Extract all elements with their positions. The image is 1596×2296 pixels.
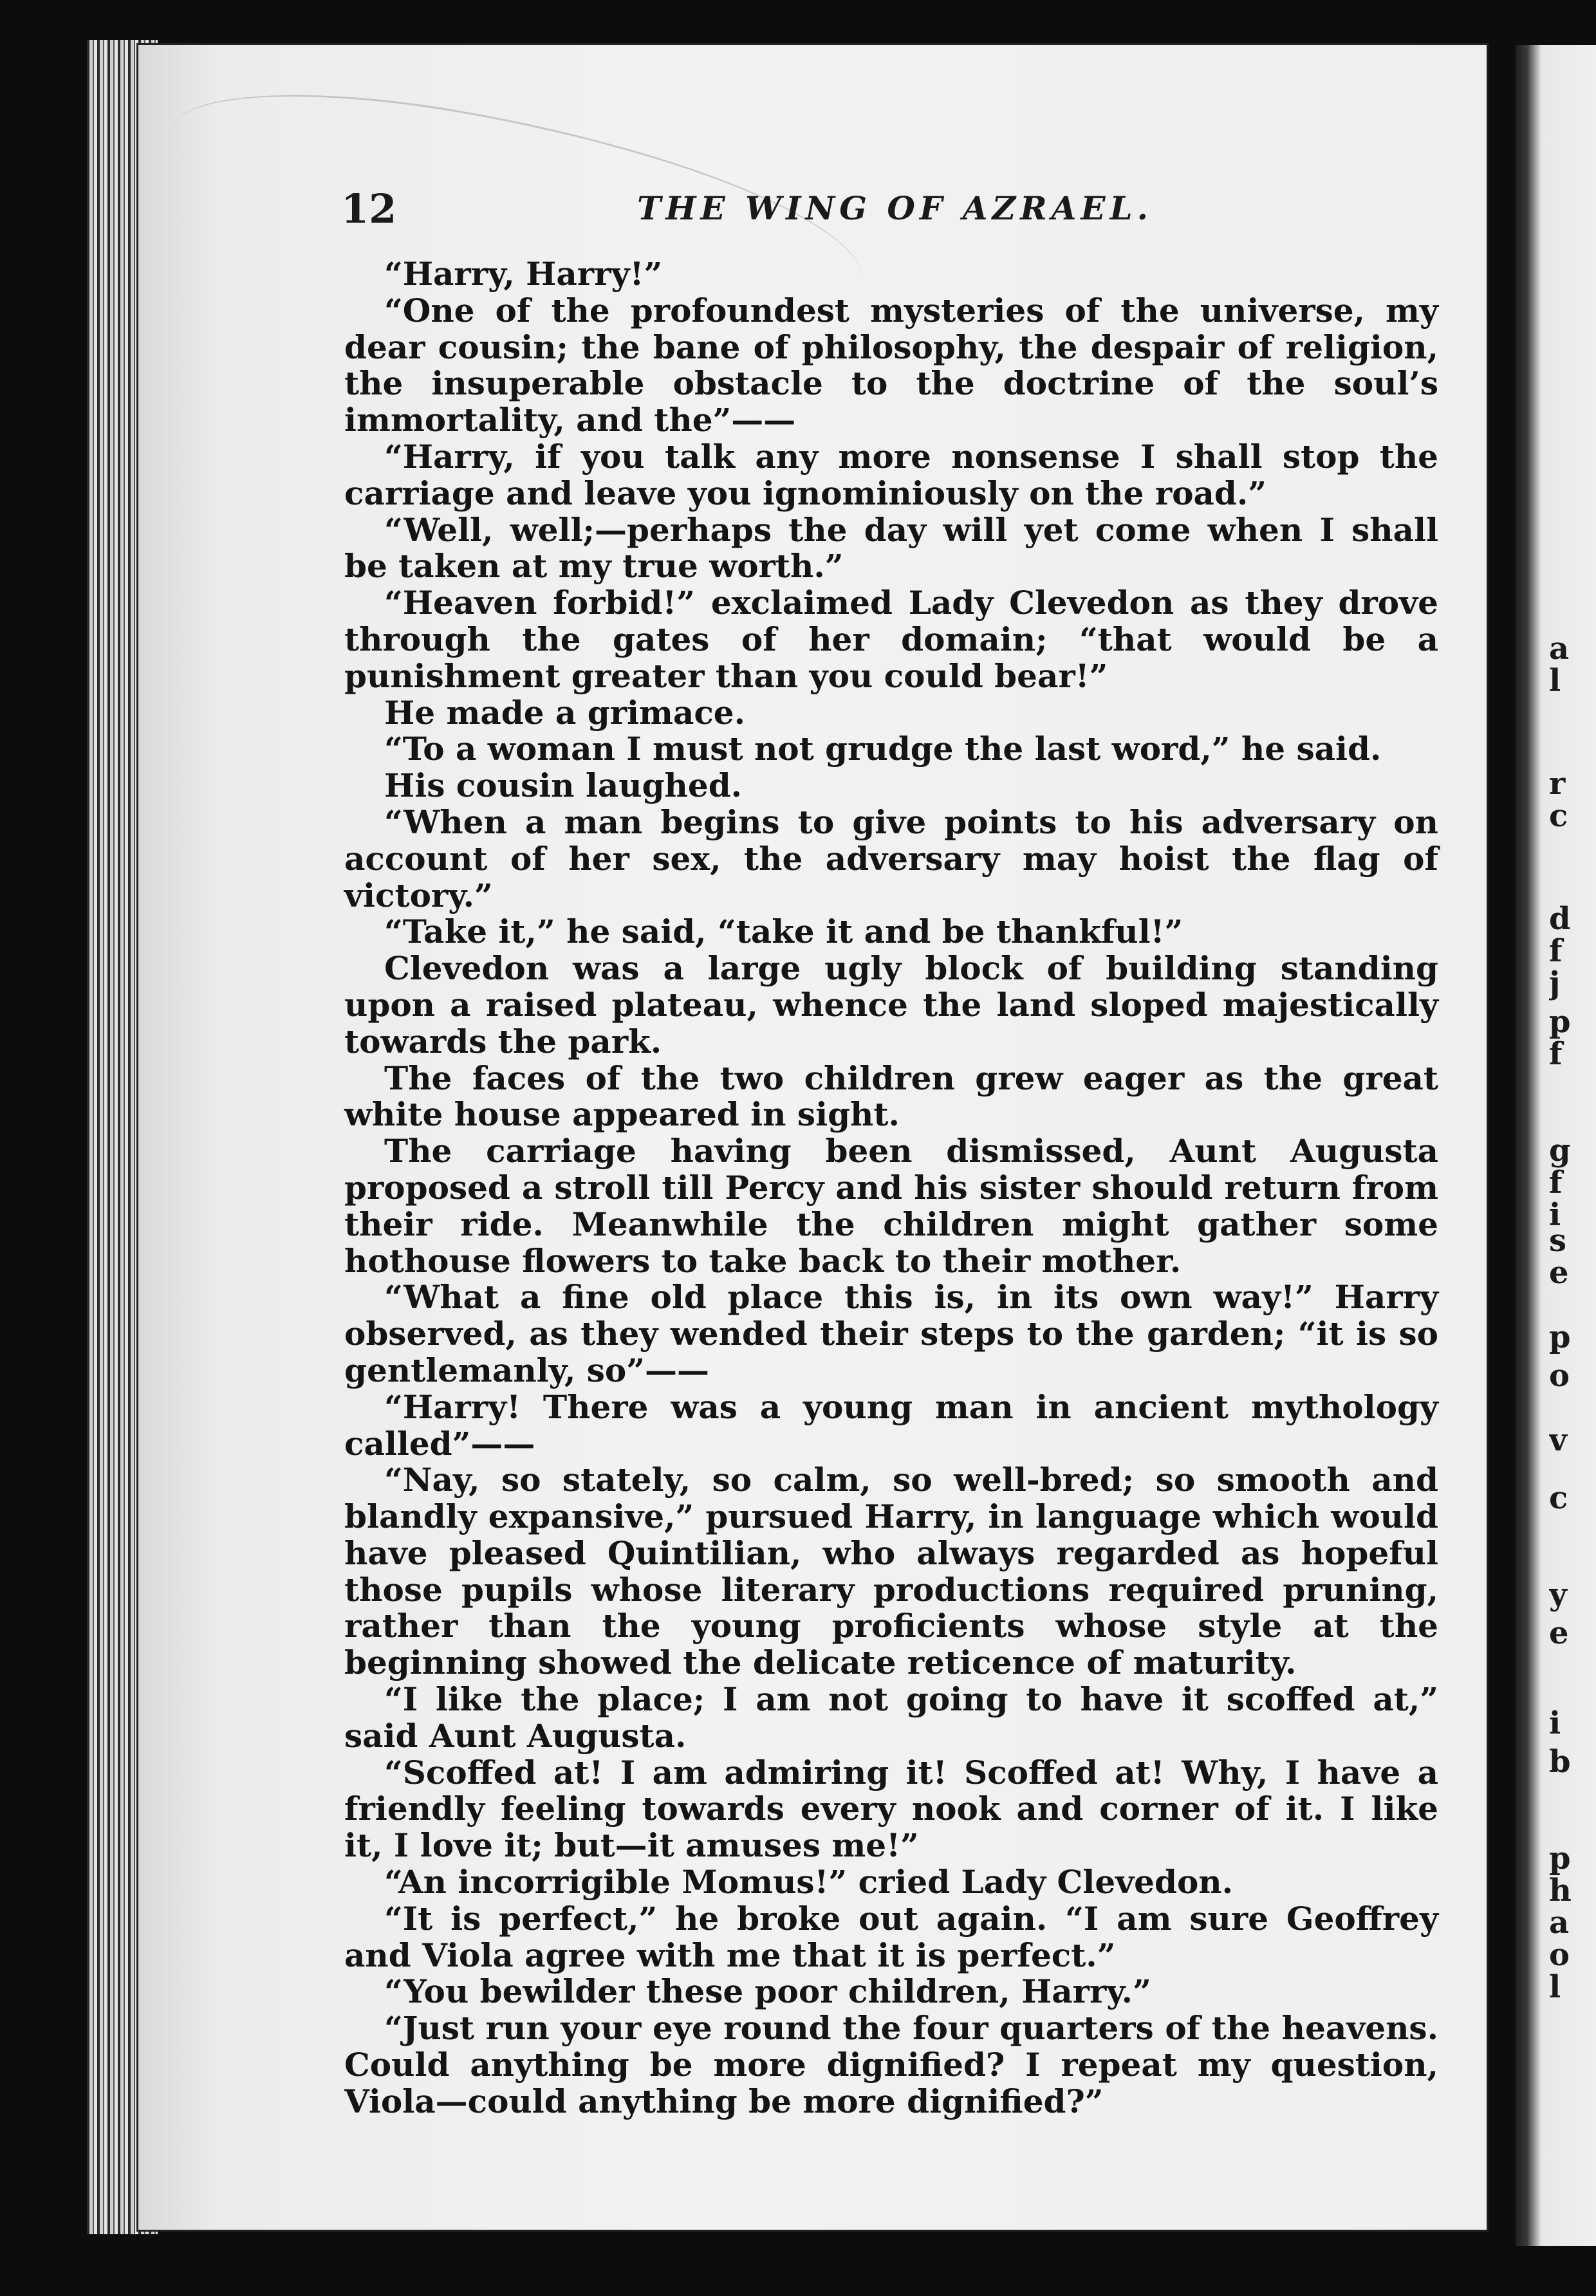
facing-page-fragment: c xyxy=(1549,798,1568,834)
facing-page-fragment: o xyxy=(1549,1358,1570,1394)
facing-page-strip xyxy=(1516,45,1596,2246)
paragraph: “One of the profoundest mysteries of the universe, my dear cousin; the bane of philosophy, the despair of religion, the insuperable obstacle to the doctrine of the soul’s immortality, and the”—— xyxy=(344,291,1438,440)
facing-page-fragment: p xyxy=(1549,1319,1571,1355)
facing-page-fragment: e xyxy=(1549,1255,1569,1291)
facing-page-fragment: e xyxy=(1549,1615,1569,1651)
facing-page-fragment: f xyxy=(1549,1165,1563,1201)
facing-page-fragment: i xyxy=(1549,1197,1561,1233)
body-text xyxy=(344,256,1438,2120)
facing-page-fragment: y xyxy=(1549,1577,1567,1613)
paragraph: “Nay, so stately, so calm, so well-bred; so smooth and blandly expansive,” pursued Harry, in language which would have pleased Quintilian, who always regarded as hopeful those pupils whose literary productions required pruning, rather than the young proficients whose style at the beginning showed the delicate reticence of maturity. xyxy=(344,1461,1438,1682)
facing-page-fragment: l xyxy=(1549,663,1561,699)
facing-page-fragment: p xyxy=(1549,1840,1571,1876)
facing-page-fragment: j xyxy=(1549,965,1561,1001)
facing-page-fragment: g xyxy=(1549,1133,1571,1169)
facing-page-fragment: c xyxy=(1549,1480,1568,1516)
paragraph: “Harry! There was a young man in ancient mythology called”—— xyxy=(344,1387,1438,1463)
facing-page-fragment: p xyxy=(1549,1004,1571,1040)
paragraph: “Harry, if you talk any more nonsense I shall stop the carriage and leave you ignominiously on the road.” xyxy=(344,437,1438,512)
facing-page-fragment: i xyxy=(1549,1705,1561,1741)
paragraph: “Well, well;—perhaps the day will yet come when I shall be taken at my true worth.” xyxy=(344,510,1438,586)
page-header xyxy=(341,185,1461,230)
paragraph: Clevedon was a large ugly block of building standing upon a raised plateau, whence the land sloped majestically towards the park. xyxy=(344,949,1438,1060)
facing-page-fragment: s xyxy=(1549,1223,1567,1259)
paragraph: He made a grimace. xyxy=(384,693,746,732)
facing-page-fragment: h xyxy=(1549,1873,1572,1909)
paragraph: The faces of the two children grew eager as the great white house appeared in sight. xyxy=(344,1059,1438,1134)
paragraph: “An incorrigible Momus!” cried Lady Clevedon. xyxy=(384,1863,1234,1902)
facing-page-fragment: a xyxy=(1549,1905,1570,1941)
paragraph: “Scoffed at! I am admiring it! Scoffed at! Why, I have a friendly feeling towards every nook and corner of it. I like it, I love it; but—it amuses me!” xyxy=(344,1753,1438,1865)
facing-page-fragment: o xyxy=(1549,1937,1570,1973)
paragraph: “To a woman I must not grudge the last word,” he said. xyxy=(384,730,1382,768)
paragraph: “It is perfect,” he broke out again. “I am sure Geoffrey and Viola agree with me that it is perfect.” xyxy=(344,1899,1438,1974)
paragraph: “You bewilder these poor children, Harry.” xyxy=(384,1972,1151,2011)
facing-page-fragment: f xyxy=(1549,1036,1563,1072)
facing-page-fragment: r xyxy=(1549,766,1566,802)
paragraph: “Just run your eye round the four quarters of the heavens. Could anything be more dignified? I repeat my question, Viola—could anything be more dignified?” xyxy=(344,2009,1438,2120)
facing-page-fragment: v xyxy=(1549,1422,1567,1458)
facing-page-fragment: a xyxy=(1549,631,1570,667)
facing-page-fragment: d xyxy=(1549,901,1571,937)
paragraph: “Take it,” he said, “take it and be thankful!” xyxy=(384,912,1183,951)
paragraph: “Heaven forbid!” exclaimed Lady Clevedon as they drove through the gates of her domain; “that would be a punishment greater than you could bear!” xyxy=(344,584,1438,695)
paragraph: “I like the place; I am not going to have it scoffed at,” said Aunt Augusta. xyxy=(344,1680,1438,1755)
paragraph: “When a man begins to give points to his adversary on account of her sex, the adversary may hoist the flag of victory.” xyxy=(344,802,1438,914)
paragraph: His cousin laughed. xyxy=(384,766,743,805)
facing-page-fragment: b xyxy=(1549,1744,1571,1780)
facing-page-fragment: l xyxy=(1549,1969,1561,2005)
running-title: THE WING OF AZRAEL. xyxy=(637,189,1153,227)
paragraph: “Harry, Harry!” xyxy=(384,255,663,293)
paragraph: The carriage having been dismissed, Aunt Augusta proposed a stroll till Percy and his sister should return from their ride. Meanwhile the children might gather some hothouse flowers to take back to their mother. xyxy=(344,1132,1438,1280)
paragraph: “What a fine old place this is, in its own way!” Harry observed, as they wended their steps to the garden; “it is so gentlemanly, so”—— xyxy=(344,1278,1438,1389)
facing-page-fragment: f xyxy=(1549,933,1563,969)
page-number: 12 xyxy=(341,185,397,232)
